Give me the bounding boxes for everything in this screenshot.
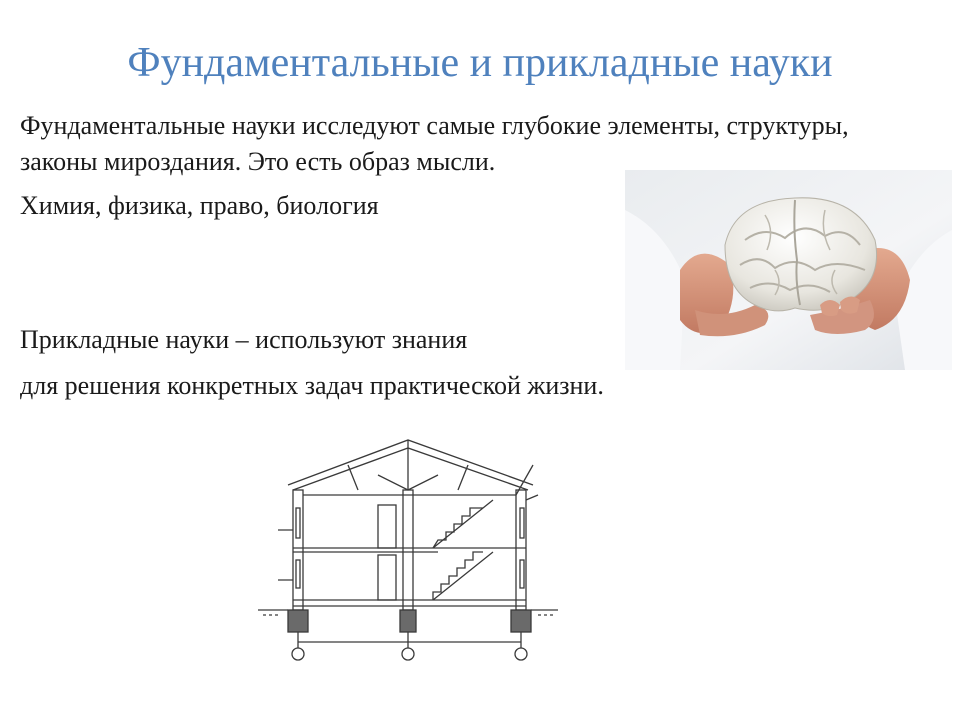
paragraph-applied: Прикладные науки – используют знания [20,325,468,354]
slide-title: Фундаментальные и прикладные науки [127,40,833,86]
paragraph-applied-cont: для решения конкретных задач практической жизни. [20,371,604,400]
building-section-drawing [248,420,568,665]
brain-photo [625,170,952,370]
paragraph-fundamental: Фундаментальные науки исследуют самые глубокие элементы, структуры, законы мироздания. Это есть образ мысли. [20,111,849,176]
paragraph-examples: Химия, физика, право, биология [20,191,379,220]
